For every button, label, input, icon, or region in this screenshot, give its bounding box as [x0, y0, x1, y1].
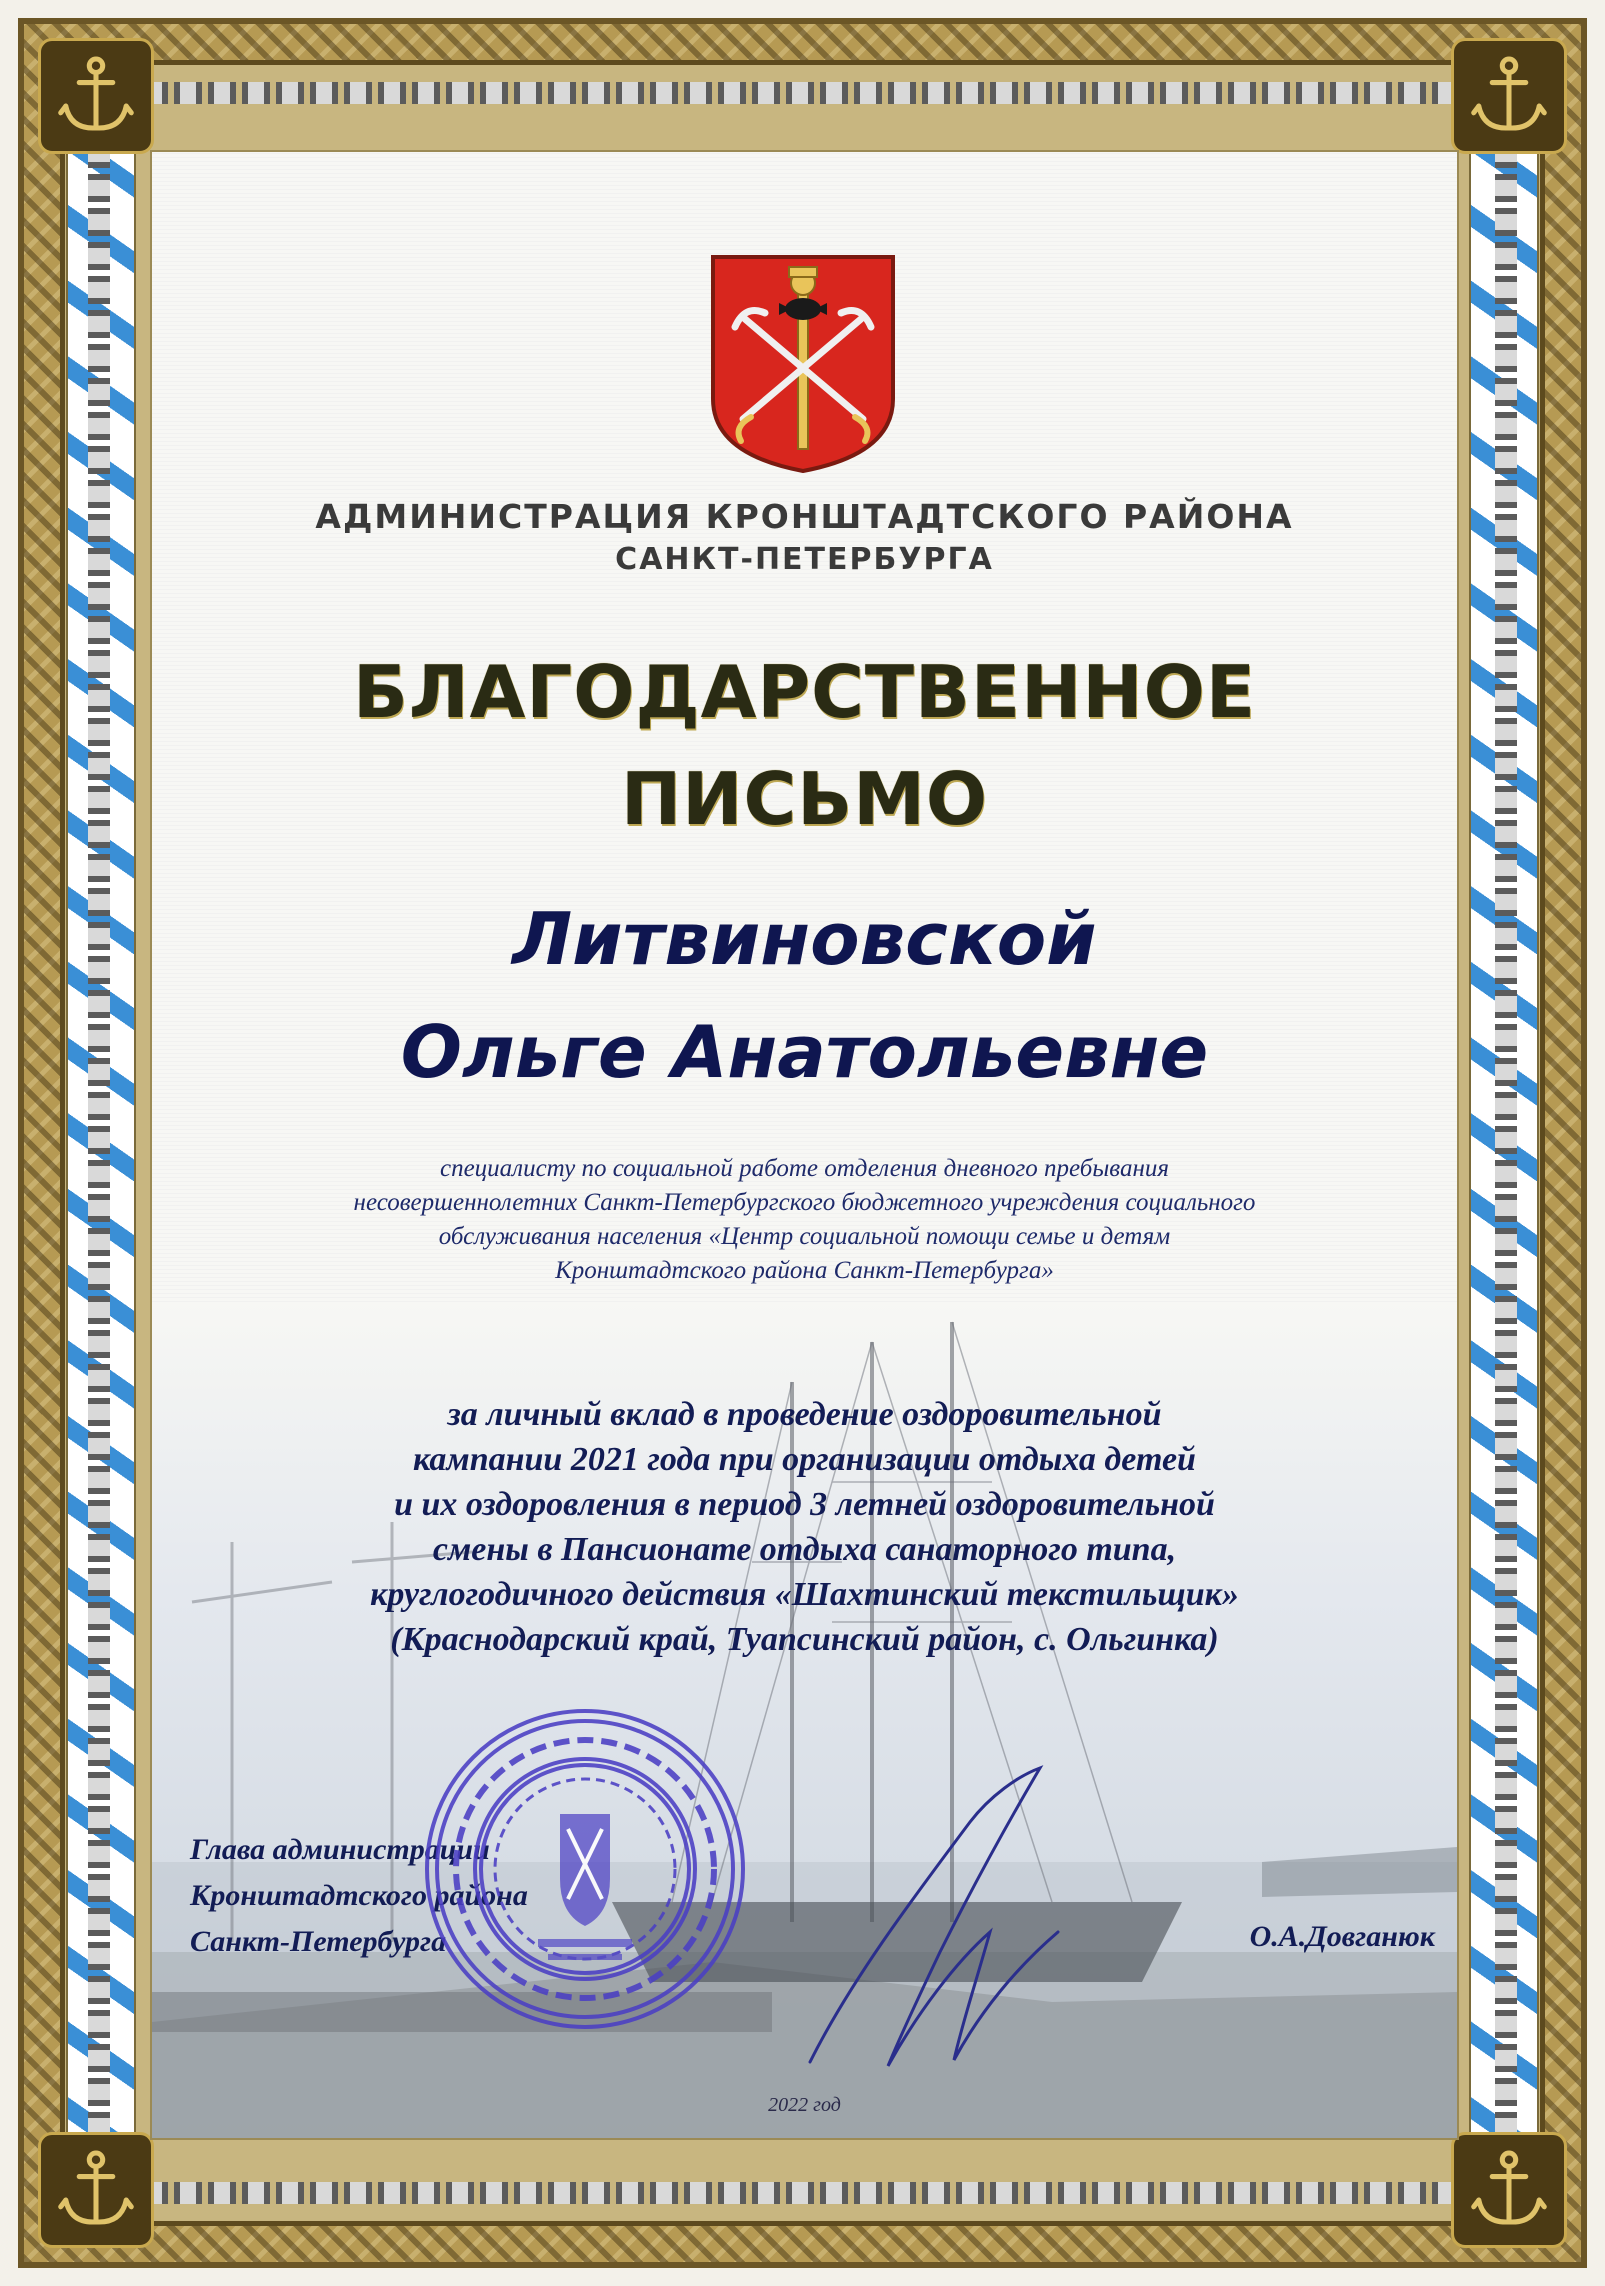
chain-right [1495, 140, 1517, 2146]
position-line: специалисту по социальной работе отделения дневного пребывания [439, 1155, 1170, 1182]
signer-name: О.А.Довганюк [1249, 1920, 1435, 1953]
chain-top [140, 82, 1465, 104]
anchor-icon [1451, 38, 1567, 154]
award-reason [192, 1392, 1417, 1662]
recipient-position [192, 1152, 1417, 1288]
saint-petersburg-coat-of-arms [705, 249, 901, 475]
anchor-icon [1451, 2132, 1567, 2248]
administration-name: АДМИНИСТРАЦИЯ КРОНШТАДТСКОГО РАЙОНА [315, 497, 1294, 536]
handwritten-signature [790, 1762, 1120, 2092]
reason-line: кампании 2021 года при организации отдыха детей [413, 1441, 1196, 1478]
official-stamp [420, 1704, 750, 2034]
reason-line: и их оздоровления в период 3 летней оздоровительной [394, 1486, 1215, 1523]
chain-bottom [140, 2182, 1465, 2204]
position-line: несовершеннолетних Санкт-Петербургского бюджетного учреждения социального [353, 1189, 1256, 1216]
anchor-icon [38, 38, 154, 154]
certificate-paper [150, 150, 1459, 2140]
position-line: Кронштадтского района Санкт-Петербурга» [555, 1257, 1054, 1284]
signer-title-line: Глава администрации [190, 1833, 490, 1866]
reason-line: за личный вклад в проведение оздоровительной [447, 1396, 1162, 1433]
certificate-content [152, 152, 1457, 2138]
signer-title-line: Кронштадтского района [190, 1879, 528, 1912]
position-line: обслуживания населения «Центр социальной помощи семье и детям [438, 1223, 1171, 1250]
anchor-icon [38, 2132, 154, 2248]
administration-city: САНКТ-ПЕТЕРБУРГА [615, 542, 994, 577]
recipient-given-names: Ольге Анатольевне [400, 1010, 1209, 1094]
chain-left [88, 140, 110, 2146]
reason-line: смены в Пансионате отдыха санаторного типа, [432, 1531, 1177, 1568]
issue-year: 2022 год [768, 2094, 841, 2116]
reason-line: круглогодичного действия «Шахтинский текстильщик» [370, 1576, 1239, 1613]
letter-title-second-line: ПИСЬМО [620, 757, 989, 841]
letter-title: БЛАГОДАРСТВЕННОЕ [352, 650, 1257, 734]
signer-title-line: Санкт-Петербурга [190, 1925, 447, 1958]
reason-line: (Краснодарский край, Туапсинский район, с. Ольгинка) [390, 1621, 1219, 1658]
recipient-surname: Литвиновской [512, 897, 1097, 981]
